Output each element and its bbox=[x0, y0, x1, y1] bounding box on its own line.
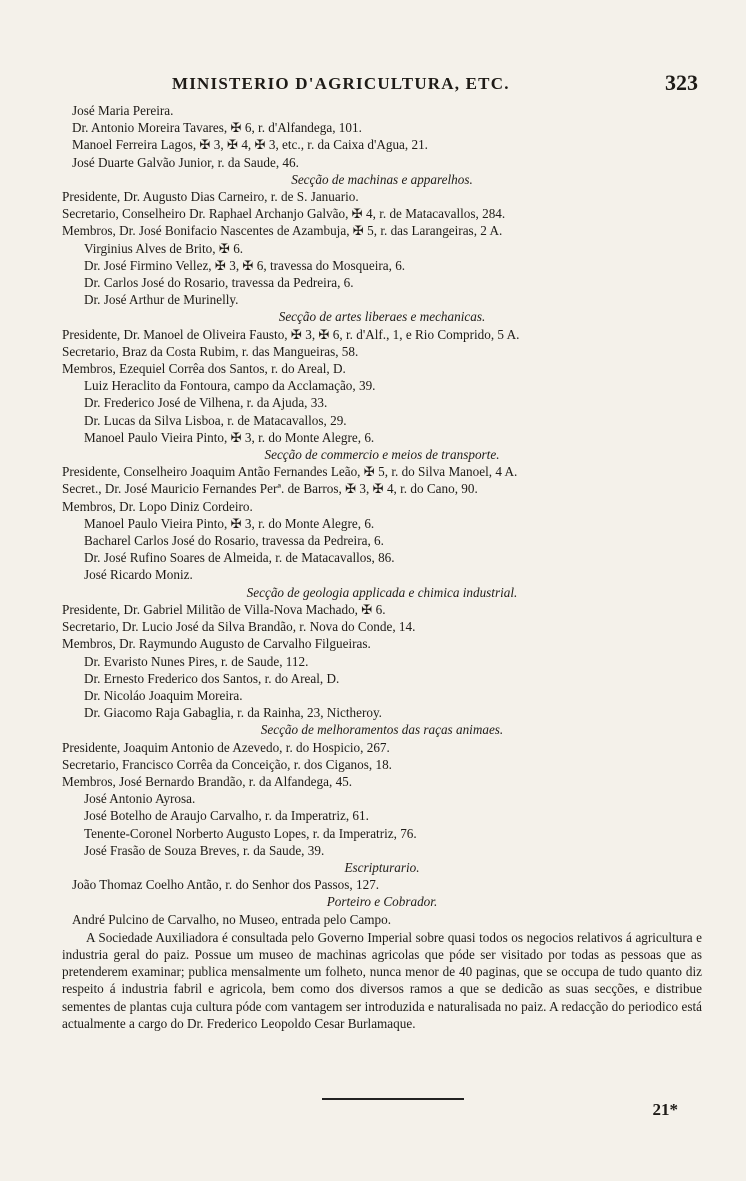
entry-line: Dr. Frederico José de Vilhena, r. da Ajuda, 33. bbox=[84, 395, 328, 411]
entry-line: Dr. José Firmino Vellez, ✠ 3, ✠ 6, travessa do Mosqueira, 6. bbox=[84, 257, 406, 273]
entry-line: Secretario, Conselheiro Dr. Raphael Archanjo Galvão, ✠ 4, r. de Matacavallos, 284. bbox=[62, 206, 506, 222]
entry-line: Dr. Evaristo Nunes Pires, r. de Saude, 112. bbox=[84, 653, 309, 669]
section-heading: Porteiro e Cobrador. bbox=[326, 894, 438, 910]
entry-line: Presidente, Joaquim Antonio de Azevedo, r. do Hospicio, 267. bbox=[62, 739, 390, 755]
entry-line: Presidente, Dr. Augusto Dias Carneiro, r. de S. Januario. bbox=[62, 189, 359, 205]
section-heading: Secção de geologia applicada e chimica industrial. bbox=[246, 584, 518, 600]
entry-line: Membros, José Bernardo Brandão, r. da Alfandega, 45. bbox=[62, 773, 353, 789]
entry-line: Dr. Lucas da Silva Lisboa, r. de Matacavallos, 29. bbox=[84, 412, 347, 428]
section-heading: Secção de machinas e apparelhos. bbox=[291, 171, 473, 187]
entry-line: José Botelho de Araujo Carvalho, r. da Imperatriz, 61. bbox=[84, 808, 369, 824]
entry-line: Presidente, Dr. Gabriel Militão de Villa-Nova Machado, ✠ 6. bbox=[62, 601, 386, 617]
entry-line: Dr. José Arthur de Murinelly. bbox=[84, 292, 239, 308]
entry-line: Bacharel Carlos José do Rosario, travessa da Pedreira, 6. bbox=[84, 533, 384, 549]
entry-line: Tenente-Coronel Norberto Augusto Lopes, r. da Imperatriz, 76. bbox=[84, 825, 417, 841]
page-body bbox=[62, 102, 702, 1032]
footer-rule bbox=[322, 1098, 464, 1100]
entry-line: Manoel Paulo Vieira Pinto, ✠ 3, r. do Monte Alegre, 6. bbox=[84, 429, 375, 445]
entry-line: Secretario, Braz da Costa Rubim, r. das Mangueiras, 58. bbox=[62, 343, 359, 359]
entry-line: Secretario, Francisco Corrêa da Conceição, r. dos Ciganos, 18. bbox=[62, 756, 392, 772]
section-heading: Secção de artes liberaes e mechanicas. bbox=[278, 309, 486, 325]
entry-line: José Frasão de Souza Breves, r. da Saude, 39. bbox=[84, 842, 325, 858]
printer-signature: 21* bbox=[652, 1100, 678, 1119]
page-number: 323 bbox=[665, 70, 698, 95]
entry-line: José Duarte Galvão Junior, r. da Saude, 46. bbox=[72, 154, 299, 170]
entry-line: Membros, Dr. Raymundo Augusto de Carvalho Filgueiras. bbox=[62, 636, 371, 652]
entry-line: Presidente, Dr. Manoel de Oliveira Fausto, ✠ 3, ✠ 6, r. d'Alf., 1, e Rio Comprido, 5 A. bbox=[62, 326, 520, 342]
running-header: MINISTERIO D'AGRICULTURA, ETC. bbox=[172, 74, 510, 93]
entry-line: Dr. Ernesto Frederico dos Santos, r. do Areal, D. bbox=[84, 670, 340, 686]
closing-paragraph: A Sociedade Auxiliadora é consultada pelo Governo Imperial sobre quasi todos os negocios relativos á agricultura e industria geral do paiz. Possue um museo de machinas agricolas que póde ser visitado por todas as pessoas que as pretenderem examinar; publica mensalmente um folheto, nunca menor de 40 paginas, que se occupa de tudo quanto diz respeito á industria fabril e agricola, bem como dos diversos ramos a que se dedicão as suas secções, e distribue sementes de plantas cuja cultura póde com vantagem ser introduzida e naturalisada no paiz. A redacção do periodico está actualmente a cargo do Dr. Frederico Leopoldo Cesar Burlamaque. bbox=[62, 929, 702, 1031]
entry-line: Secretario, Dr. Lucio José da Silva Brandão, r. Nova do Conde, 14. bbox=[62, 619, 416, 635]
section-heading: Escripturario. bbox=[344, 859, 420, 875]
entry-line: João Thomaz Coelho Antão, r. do Senhor dos Passos, 127. bbox=[72, 877, 380, 893]
entry-line: Membros, Ezequiel Corrêa dos Santos, r. do Areal, D. bbox=[62, 361, 346, 377]
entry-line: Secret., Dr. José Mauricio Fernandes Perª. de Barros, ✠ 3, ✠ 4, r. do Cano, 90. bbox=[62, 481, 478, 497]
entry-line: Presidente, Conselheiro Joaquim Antão Fernandes Leão, ✠ 5, r. do Silva Manoel, 4 A. bbox=[62, 464, 518, 480]
entry-line: Manoel Paulo Vieira Pinto, ✠ 3, r. do Monte Alegre, 6. bbox=[84, 515, 375, 531]
entry-list bbox=[62, 102, 702, 928]
entry-line: José Ricardo Moniz. bbox=[84, 567, 193, 583]
entry-line: André Pulcino de Carvalho, no Museo, entrada pelo Campo. bbox=[72, 911, 391, 927]
entry-line: Membros, Dr. José Bonifacio Nascentes de Azambuja, ✠ 5, r. das Larangeiras, 2 A. bbox=[62, 223, 503, 239]
entry-line: Virginius Alves de Brito, ✠ 6. bbox=[84, 240, 244, 256]
entry-line: Dr. José Rufino Soares de Almeida, r. de Matacavallos, 86. bbox=[84, 550, 395, 566]
entry-line: Membros, Dr. Lopo Diniz Cordeiro. bbox=[62, 498, 253, 514]
entry-line: Dr. Antonio Moreira Tavares, ✠ 6, r. d'Alfandega, 101. bbox=[72, 120, 362, 136]
entry-line: José Maria Pereira. bbox=[72, 103, 174, 118]
entry-line: Manoel Ferreira Lagos, ✠ 3, ✠ 4, ✠ 3, etc., r. da Caixa d'Agua, 21. bbox=[72, 137, 428, 153]
entry-line: Dr. Giacomo Raja Gabaglia, r. da Rainha, 23, Nictheroy. bbox=[84, 705, 382, 721]
entry-line: Luiz Heraclito da Fontoura, campo da Acclamação, 39. bbox=[84, 378, 376, 394]
section-heading: Secção de melhoramentos das raças animaes. bbox=[260, 722, 504, 738]
entry-line: Dr. Carlos José do Rosario, travessa da Pedreira, 6. bbox=[84, 275, 354, 291]
section-heading: Secção de commercio e meios de transporte. bbox=[264, 447, 500, 463]
entry-line: José Antonio Ayrosa. bbox=[84, 791, 196, 807]
entry-line: Dr. Nicoláo Joaquim Moreira. bbox=[84, 687, 243, 703]
